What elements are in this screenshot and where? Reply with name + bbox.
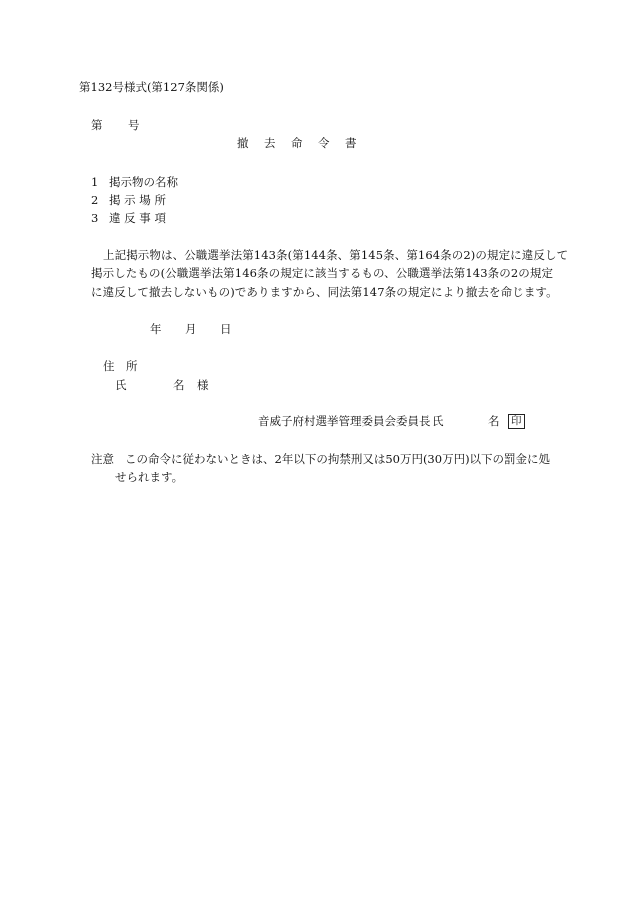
- body-line-1: 上記掲示物は、公職選挙法第143条(第144条、第145条、第164条の2)の規定に違反して: [103, 248, 569, 262]
- addressee-honorific: 様: [197, 378, 209, 392]
- date-month: 月: [185, 322, 197, 336]
- item-2-text: 掲 示 場 所: [109, 193, 166, 207]
- item-1-number: 1: [91, 175, 99, 189]
- date-year: 年: [150, 322, 162, 336]
- issuer-name-shi: 氏: [432, 414, 444, 428]
- item-3-text: 違 反 事 項: [109, 211, 166, 225]
- seal-label: 印: [508, 414, 525, 429]
- seal-mark: [508, 414, 525, 429]
- issuer-committee: 音威子府村選挙管理委員会委員長: [258, 414, 431, 428]
- document-title: 撤 去 命 令 書: [237, 136, 359, 150]
- note-line-2: せられます。: [115, 470, 184, 484]
- address-label: 住 所: [103, 359, 138, 373]
- date-day: 日: [220, 322, 232, 336]
- item-3-number: 3: [91, 211, 99, 225]
- document-number-go: 号: [128, 118, 140, 132]
- addressee-name-mei: 名: [173, 378, 185, 392]
- issuer-name-mei: 名: [488, 414, 500, 428]
- note-line-1: この命令に従わないときは、2年以下の拘禁刑又は50万円(30万円)以下の罰金に処: [125, 452, 551, 466]
- body-line-2: 掲示したもの(公職選挙法第146条の規定に該当するもの、公職選挙法第143条の2の規定: [91, 266, 554, 280]
- item-2-number: 2: [91, 193, 99, 207]
- document-number-dai: 第: [91, 118, 103, 132]
- item-1-text: 掲示物の名称: [109, 175, 178, 189]
- addressee-name-shi: 氏: [115, 378, 127, 392]
- note-label: 注意: [91, 452, 114, 466]
- body-line-3: に違反して撤去しないもの)でありますから、同法第147条の規定により撤去を命じます。: [91, 285, 558, 299]
- form-label: 第132号様式(第127条関係): [79, 80, 224, 94]
